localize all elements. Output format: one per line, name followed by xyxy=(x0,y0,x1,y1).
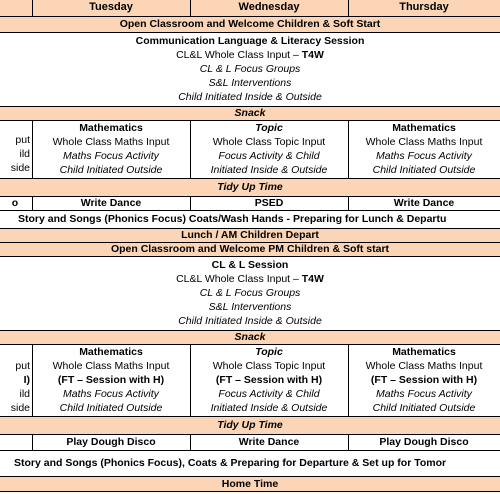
pm-activity-wednesday: Write Dance xyxy=(238,436,300,448)
am-wednesday-cell: Topic Whole Class Topic Input Focus Activity & Child Initiated Inside & Outside xyxy=(210,122,328,176)
am-left-fragment: put ild side xyxy=(10,134,30,174)
am-activity-thursday: Write Dance xyxy=(393,197,455,209)
am-activity-row xyxy=(0,196,500,210)
pm-cll-line3: S&L Interventions xyxy=(208,301,292,313)
pm-cll-session xyxy=(0,256,500,330)
am-cll-line1: CL&L Whole Class Input – T4W xyxy=(176,49,324,61)
pm-left-fragment: put I) ild side xyxy=(10,360,30,414)
pm-cll-line2: CL & L Focus Groups xyxy=(199,287,301,299)
pm-activity-tuesday: Play Dough Disco xyxy=(66,436,156,448)
am-thursday-cell: Mathematics Whole Class Maths Input Maths Focus Activity Child Initiated Outside xyxy=(365,122,483,176)
pm-activity-row xyxy=(0,434,500,450)
header-row xyxy=(0,0,500,16)
pm-cll-line1: CL&L Whole Class Input – T4W xyxy=(176,273,324,285)
pm-lessons-row xyxy=(0,344,500,416)
header-tuesday: Tuesday xyxy=(89,1,133,13)
am-cll-line2: CL & L Focus Groups xyxy=(199,63,301,75)
am-activity-wednesday: PSED xyxy=(254,197,284,209)
am-cll-line3: S&L Interventions xyxy=(208,77,292,89)
am-tuesday-cell: Mathematics Whole Class Maths Input Maths Focus Activity Child Initiated Outside xyxy=(52,122,170,176)
pm-cll-line4: Child Initiated Inside & Outside xyxy=(178,315,322,327)
pm-tidy-up: Tidy Up Time xyxy=(0,416,500,434)
pm-open-classroom: Open Classroom and Welcome PM Children & Soft start xyxy=(0,242,500,256)
am-cll-line4: Child Initiated Inside & Outside xyxy=(178,91,322,103)
am-activity-tuesday: Write Dance xyxy=(80,197,142,209)
header-thursday: Thursday xyxy=(399,1,449,13)
pm-story-row: Story and Songs (Phonics Focus), Coats & Preparing for Departure & Set up for Tomor xyxy=(0,450,500,476)
pm-tuesday-cell: Mathematics Whole Class Maths Input (FT – Session with H) Maths Focus Activity Child Initiated Outside xyxy=(52,346,170,414)
am-snack: Snack xyxy=(0,106,500,120)
pm-wednesday-cell: Topic Whole Class Topic Input (FT – Session with H) Focus Activity & Child Initiated Inside & Outside xyxy=(210,346,328,414)
home-time-row: Home Time xyxy=(0,476,500,492)
pm-snack: Snack xyxy=(0,330,500,344)
header-wednesday: Wednesday xyxy=(238,1,300,13)
am-tidy-up: Tidy Up Time xyxy=(0,178,500,196)
am-cll-title: Communication Language & Literacy Session xyxy=(135,35,365,47)
am-story-row: Story and Songs (Phonics Focus) Coats/Wash Hands - Preparing for Lunch & Departu xyxy=(0,210,500,228)
am-lessons-row xyxy=(0,120,500,178)
am-cll-session xyxy=(0,32,500,106)
pm-thursday-cell: Mathematics Whole Class Maths Input (FT – Session with H) Maths Focus Activity Child Initiated Outside xyxy=(365,346,483,414)
pm-activity-thursday: Play Dough Disco xyxy=(379,436,469,448)
am-activity-left: o xyxy=(11,197,19,209)
pm-cll-title: CL & L Session xyxy=(211,259,289,271)
lunch-row: Lunch / AM Children Depart xyxy=(0,228,500,242)
am-open-classroom: Open Classroom and Welcome Children & Soft Start xyxy=(0,16,500,32)
